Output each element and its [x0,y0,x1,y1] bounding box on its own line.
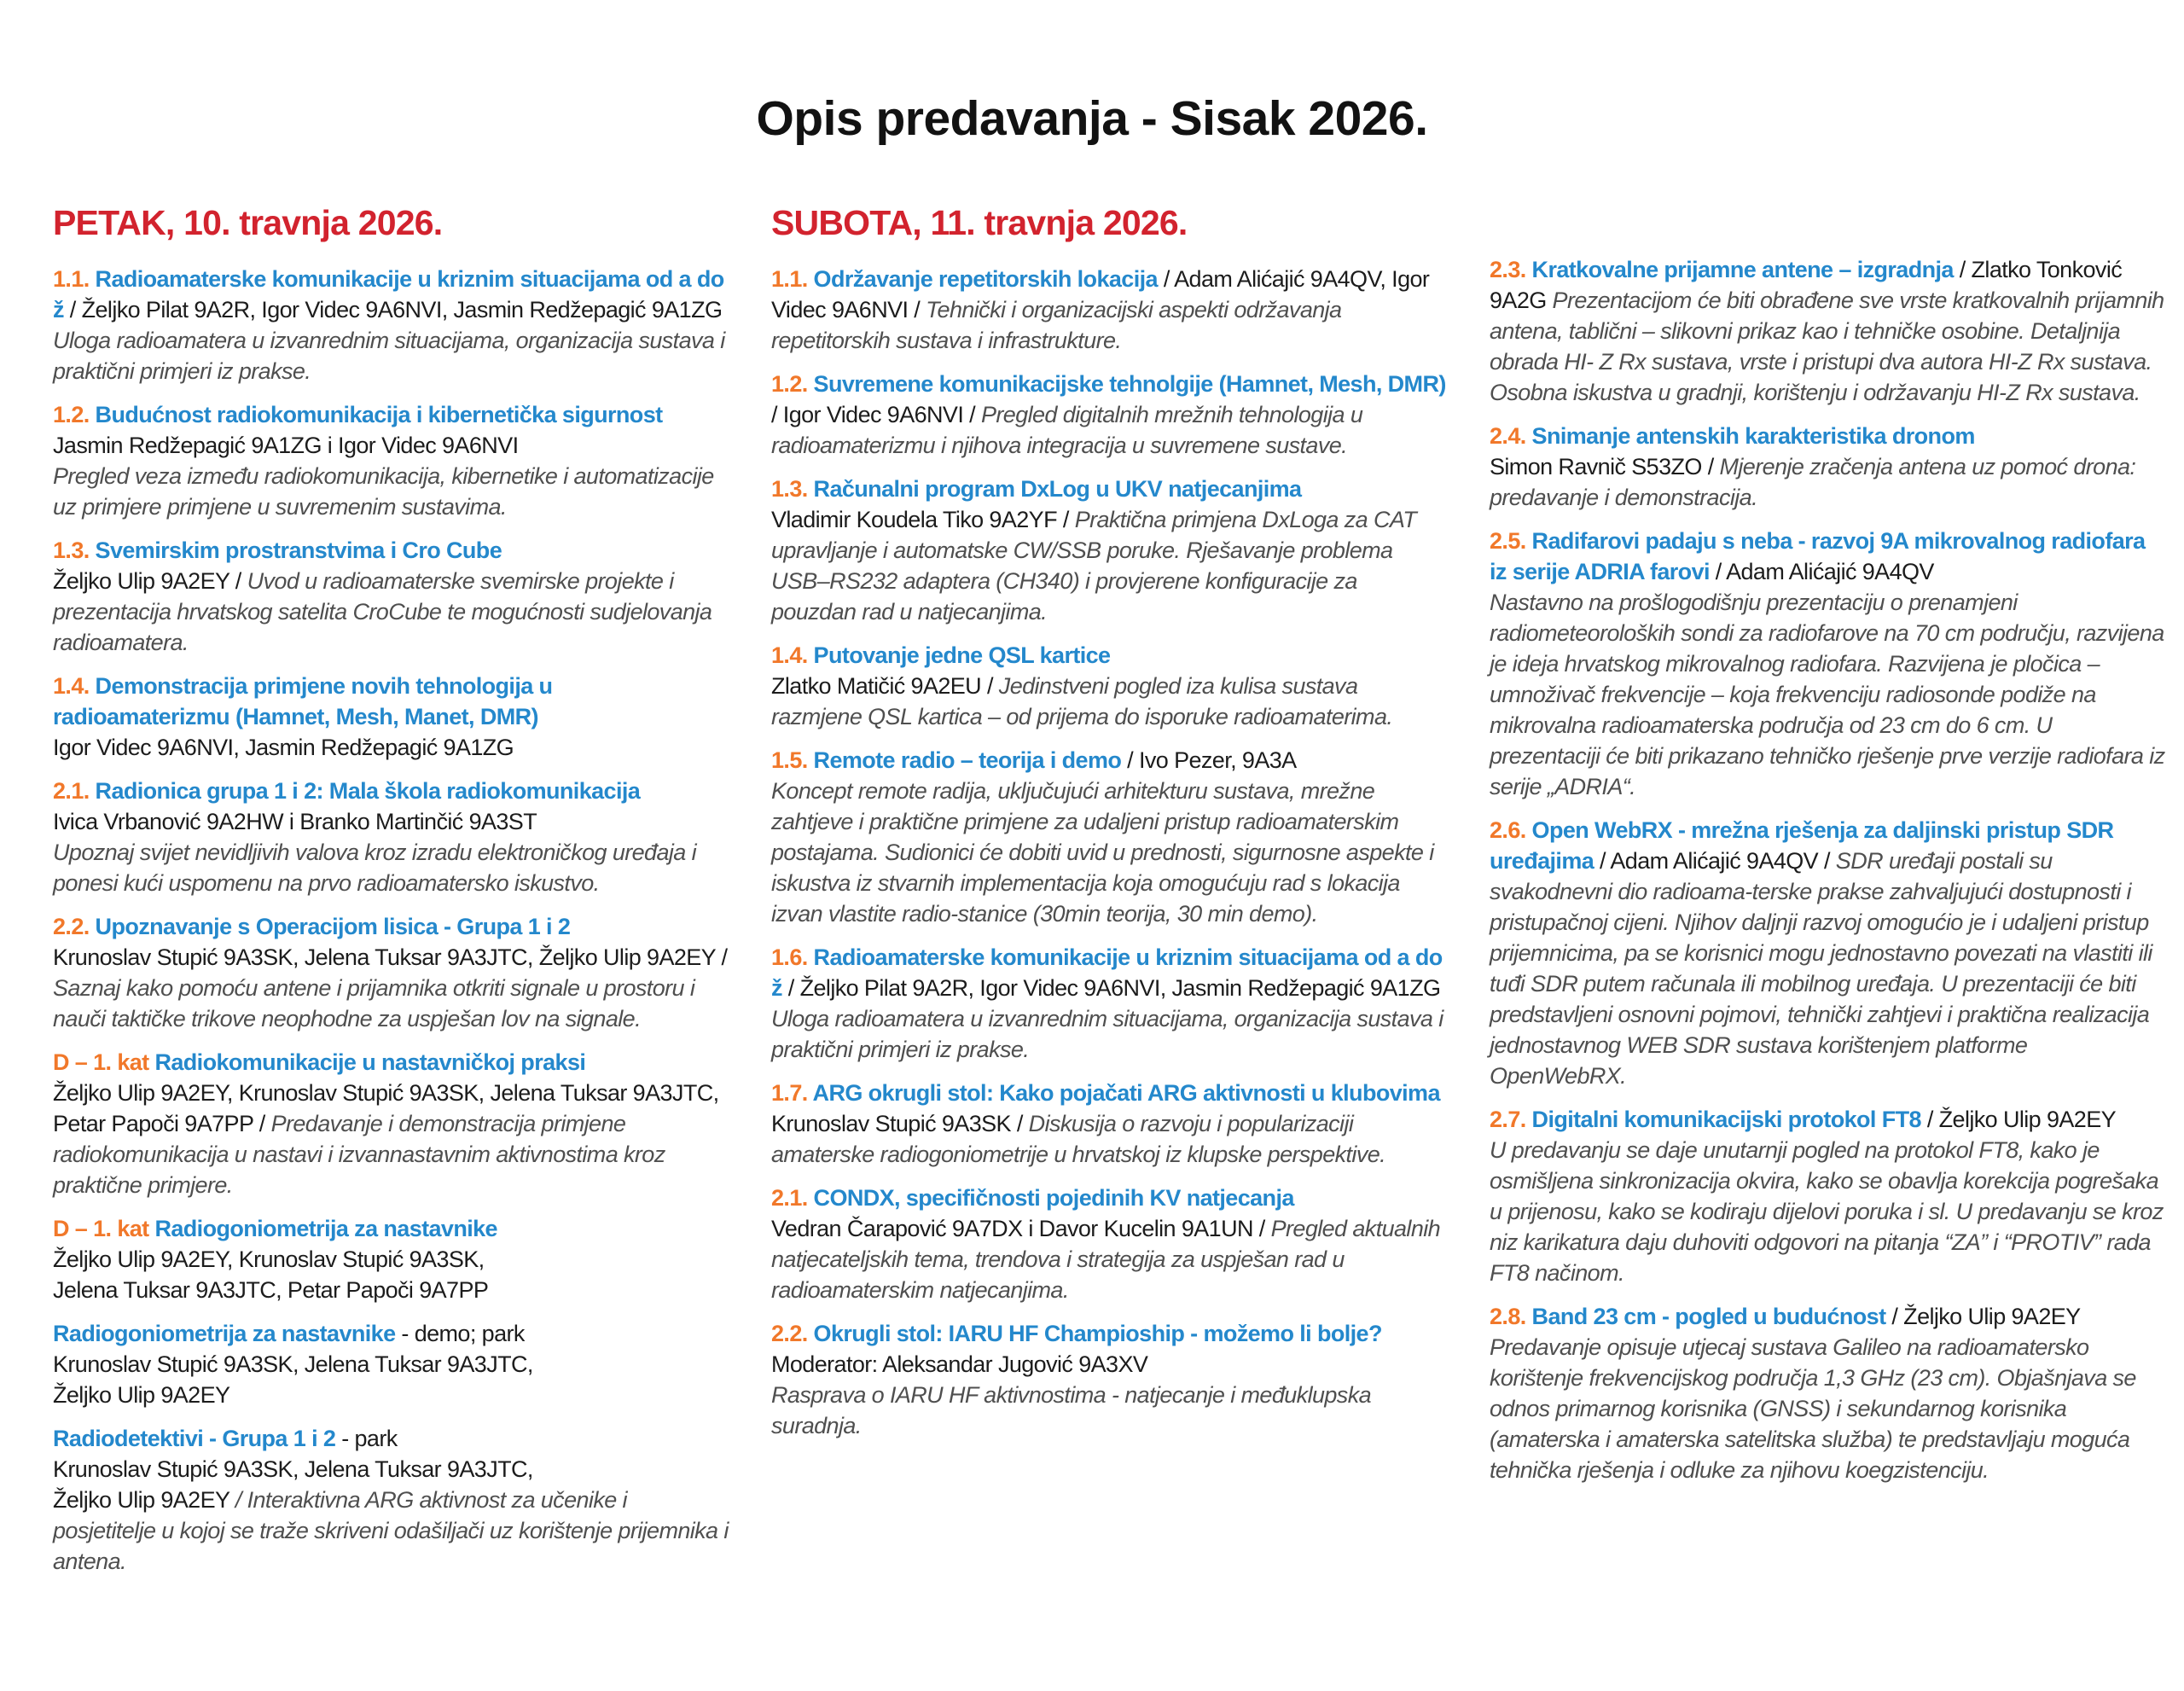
item-description: Koncept remote radija, uključujući arhitekturu sustava, mrežne zahtjeve i praktične primjene za udaljeni pristup radioamaterskim postajama. Sudionici će dobiti uvid u prednosti, sigurnosne aspekte i iskustva iz stvarnih implementacija koja omogućuju rad s lokacija izvan vlastite radio-stanice (30min teorija, 30 min demo). [771,778,1434,927]
item-description: Predavanje opisuje utjecaj sustava Galileo na radioamatersko korištenje frekvencijskog područja 1,3 GHz (23 cm). Objašnjava se odnos primarnog korisnika (GNSS) i sekundarnog korisnika (amaterska i amaterska satelitska služba) te predstavljaju moguća tehnička rješenja i odluke za njihovu koegzistenciju. [1490,1334,2136,1483]
item-title: Kratkovalne prijamne antene – izgradnja [1531,257,1954,282]
column-saturday [771,203,1447,1454]
item-title: Budućnost radiokomunikacija i kibernetička sigurnost [95,402,663,427]
item-number: 1.6. [771,944,814,970]
item-description: Pregled veza između radiokomunikacija, kibernetike i automatizacije uz primjere primjene u suvremenim sustavima. [53,463,714,520]
program-item [771,1078,1447,1170]
item-number: 1.1. [53,266,96,292]
item-title: Radionica grupa 1 i 2: Mala škola radiokomunikacija [95,778,641,804]
item-number: 1.3. [771,476,814,502]
day-header-saturday: SUBOTA, 11. travnja 2026. [771,203,1188,242]
program-item [771,942,1447,1065]
item-authors: - park [335,1426,398,1451]
item-authors: / Adam Alićajić 9A4QV, Igor Videc 9A6NVI / [771,266,1430,323]
item-number: 2.6. [1490,817,1532,843]
item-description: U predavanju se daje unutarnji pogled na protokol FT8, kako je osmišljena sinkronizacija okvira, kako se obavlja korekcija pogrešaka u prijenosu, kako se kodiraju dijelovi poruka i sl. U predavanju se kroz niz karikatura daju duhoviti odgovori na pitanja “ZA” i “PROTIV” rada FT8 načinom. [1490,1137,2164,1286]
item-authors: Željko Ulip 9A2EY, Krunoslav Stupić 9A3SK, [53,1246,485,1272]
item-number: 2.2. [771,1321,814,1346]
item-title: Radifarovi padaju s neba - razvoj 9A mikrovalnog radiofara iz serije ADRIA farovi [1490,528,2146,584]
item-number: D – 1. kat [53,1216,155,1241]
program-item [53,399,729,522]
program-item [53,1318,729,1410]
item-number: 2.3. [1490,257,1532,282]
item-description: Rasprava o IARU HF aktivnostima - natjecanje i međuklupska suradnja. [771,1382,1372,1438]
program-item [53,535,729,658]
item-number: 2.5. [1490,528,1532,554]
item-description: SDR uređaji postali su svakodnevni dio radioama-terske prakse zahvaljujući dostupnosti i pristupačnoj cijeni. Njihov daljnji razvoj omogućio je i udaljeni pristup prijemnicima, pa se korisnici mogu jednostavno povezati na vlastiti ili tuđi SDR putem računala ili mobilnog uređaja. U prezentaciji će biti predstavljeni osnovni pojmovi, tehnički zahtjevi i praktična realizacija jednostavnog WEB SDR sustava korištenjem platforme OpenWebRX. [1490,848,2152,1089]
item-title: ARG okrugli stol: Kako pojačati ARG aktivnosti u klubovima [812,1080,1440,1106]
item-list-saturday-continued [1490,254,2165,1485]
item-title: Radioamaterske komunikacije u kriznim situacijama od a do ž [771,944,1443,1001]
item-title: Snimanje antenskih karakteristika dronom [1531,423,1975,449]
page-title: Opis predavanja - Sisak 2026. [756,91,1428,146]
program-item [53,1213,729,1305]
program-item [1490,815,2165,1091]
item-authors: / Zlatko Tonković 9A2G [1490,257,2123,313]
program-item [1490,1301,2165,1485]
item-number: 2.7. [1490,1107,1532,1132]
item-description: Jedinstveni pogled iza kulisa sustava razmjene QSL kartica – od prijema do isporuke radioamaterima. [771,673,1393,729]
item-authors: Simon Ravnič S53ZO / [1490,454,1720,479]
item-authors: Željko Ulip 9A2EY / [53,568,247,594]
item-description: Nastavno na prošlogodišnju prezentaciju o prenamjeni radiometeoroloških sondi za radiofarove na 70 cm području, razvijena je ideja hrvatskog mikrovalnog radiofara. Razvijena je pločica – umnoživač frekvencije – koja frekvenciju radiosonde podiže na mikrovalna radioamaterska područja od 23 cm do 6 cm. U prezentaciji će biti prikazano tehničko rješenje prve verzije radiofara iz serije „ADRIA“. [1490,590,2165,799]
item-authors: / Adam Alićajić 9A4QV / [1594,848,1836,874]
program-item [771,745,1447,929]
item-number: 2.1. [53,778,96,804]
item-number: 2.1. [771,1185,814,1211]
item-title: Open WebRX - mrežna rješenja za daljinski pristup SDR uređajima [1490,817,2114,874]
item-number: 2.8. [1490,1304,1532,1329]
item-title: Radiokomunikacije u nastavničkoj praksi [154,1049,586,1075]
item-number: 1.4. [53,673,96,699]
program-item [771,1318,1447,1441]
item-authors: Krunoslav Stupić 9A3SK, Jelena Tuksar 9A3JTC, [53,1351,533,1377]
item-authors: Moderator: Aleksandar Jugović 9A3XV [771,1351,1148,1377]
program-item [771,640,1447,732]
item-authors: Željko Ulip 9A2EY [53,1487,235,1513]
item-authors: Željko Ulip 9A2EY, Krunoslav Stupić 9A3SK, Jelena Tuksar 9A3JTC, Petar Papoči 9A7PP / [53,1080,719,1136]
item-number: D – 1. kat [53,1049,155,1075]
program-item [1490,526,2165,802]
item-authors: Igor Videc 9A6NVI, Jasmin Redžepagić 9A1ZG [53,735,514,760]
item-title: Okrugli stol: IARU HF Champioship - možemo li bolje? [813,1321,1382,1346]
program-item [53,671,729,763]
item-number: 1.2. [771,371,814,397]
item-authors: / Željko Pilat 9A2R, Igor Videc 9A6NVI, Jasmin Redžepagić 9A1ZG [781,975,1441,1001]
program-item [771,369,1447,461]
item-authors: / Željko Ulip 9A2EY [1885,1304,2081,1329]
item-list-friday [53,264,729,1577]
columns-container [53,203,2165,1589]
program-item [53,264,729,386]
item-title: Digitalni komunikacijski protokol FT8 [1531,1107,1921,1132]
program-item [771,474,1447,627]
item-title: Svemirskim prostranstvima i Cro Cube [95,538,502,563]
item-description: Uloga radioamatera u izvanrednim situacijama, organizacija sustava i praktični primjeri iz prakse. [771,1006,1443,1062]
item-title: Band 23 cm - pogled u budućnost [1531,1304,1886,1329]
item-title: Radiogoniometrija za nastavnike [53,1321,396,1346]
item-title: Remote radio – teorija i demo [813,747,1122,773]
item-authors: Krunoslav Stupić 9A3SK / [771,1111,1029,1136]
item-description: Pregled digitalnih mrežnih tehnologija u radioamaterizmu i njihova integracija u suvremene sustave. [771,402,1363,458]
program-item [53,1423,729,1577]
item-number: 1.4. [771,642,814,668]
program-item [53,776,729,898]
day-header-friday: PETAK, 10. travnja 2026. [53,203,443,242]
program-item [1490,254,2165,408]
item-authors: / Igor Videc 9A6NVI / [771,402,981,427]
item-title: Suvremene komunikacijske tehnolgije (Hamnet, Mesh, DMR) [813,371,1446,397]
item-number: 2.2. [53,914,96,939]
item-authors: Krunoslav Stupić 9A3SK, Jelena Tuksar 9A3JTC, Željko Ulip 9A2EY / [53,944,728,970]
item-list-saturday [771,264,1447,1441]
program-item [771,1183,1447,1305]
item-description: / Interaktivna ARG aktivnost za učenike i posjetitelje u kojoj se traže skriveni odašiljači uz korištenje prijemnika i antena. [53,1487,729,1574]
item-title: CONDX, specifičnosti pojedinih KV natjecanja [813,1185,1294,1211]
item-authors: / Željko Pilat 9A2R, Igor Videc 9A6NVI, Jasmin Redžepagić 9A1ZG [63,297,723,323]
item-number: 1.2. [53,402,96,427]
item-description: Diskusija o razvoju i popularizaciji amaterske radiogoniometrije u hrvatskoj iz klupske perspektive. [771,1111,1386,1167]
item-authors: Zlatko Matičić 9A2EU / [771,673,999,699]
item-description: Pregled aktualnih natjecateljskih tema, trendova i strategija za uspješan rad u radioamaterskim natjecanjima. [771,1216,1441,1303]
column-saturday-continued [1490,203,2165,1498]
item-description: Uloga radioamatera u izvanrednim situacijama, organizacija sustava i praktični primjeri iz prakse. [53,328,725,384]
item-title: Radiodetektivi - Grupa 1 i 2 [53,1426,336,1451]
item-description: Uvod u radioamaterske svemirske projekte i prezentacija hrvatskog satelita CroCube te mogućnosti sudjelovanja radioamatera. [53,568,712,655]
program-item [53,1047,729,1200]
item-authors: Vladimir Koudela Tiko 9A2YF / [771,507,1075,532]
program-item [1490,1104,2165,1288]
item-description: Saznaj kako pomoću antene i prijamnika otkriti signale u prostoru i nauči taktičke trikove neophodne za uspješan lov na signale. [53,975,695,1031]
program-item [771,264,1447,356]
item-authors: Ivica Vrbanović 9A2HW i Branko Martinčić 9A3ST [53,809,537,834]
item-number: 1.1. [771,266,814,292]
item-authors: / Željko Ulip 9A2EY [1920,1107,2117,1132]
item-authors: Jasmin Redžepagić 9A1ZG i Igor Videc 9A6NVI [53,433,519,458]
item-authors: / Ivo Pezer, 9A3A [1121,747,1297,773]
program-item [1490,421,2165,513]
item-authors: Krunoslav Stupić 9A3SK, Jelena Tuksar 9A3JTC, [53,1456,533,1482]
item-number: 1.3. [53,538,96,563]
item-title: Radiogoniometrija za nastavnike [154,1216,497,1241]
item-number: 1.5. [771,747,814,773]
item-authors: / Adam Alićajić 9A4QV [1709,559,1934,584]
item-title: Putovanje jedne QSL kartice [813,642,1111,668]
item-title: Računalni program DxLog u UKV natjecanjima [813,476,1302,502]
item-title: Upoznavanje s Operacijom lisica - Grupa 1 i 2 [95,914,571,939]
item-authors: - demo; park [395,1321,525,1346]
item-authors: Jelena Tuksar 9A3JTC, Petar Papoči 9A7PP [53,1277,489,1303]
item-title: Radioamaterske komunikacije u kriznim situacijama od a do ž [53,266,724,323]
item-number: 1.7. [771,1080,813,1106]
item-number: 2.4. [1490,423,1532,449]
program-item [53,911,729,1034]
item-description: Predavanje i demonstracija primjene radiokomunikacija u nastavi i izvannastavnim aktivnostima kroz praktične primjere. [53,1111,665,1198]
item-title: Demonstracija primjene novih tehnologija u radioamaterizmu (Hamnet, Mesh, Manet, DMR) [53,673,553,729]
item-authors: Vedran Čarapović 9A7DX i Davor Kucelin 9A1UN / [771,1216,1271,1241]
item-description: Mjerenje zračenja antena uz pomoć drona: predavanje i demonstracija. [1490,454,2136,510]
item-description: Prezentacijom će biti obrađene sve vrste kratkovalnih prijamnih antena, tablični – slikovni prikaz kao i tehničke osobine. Detaljnija obrada HI- Z Rx sustava, vrste i pristupi dva autora HI-Z Rx sustava. Osobna iskustva u gradnji, korištenju i održavanju HI-Z Rx sustava. [1490,288,2164,405]
item-title: Održavanje repetitorskih lokacija [813,266,1158,292]
item-description: Tehnički i organizacijski aspekti održavanja repetitorskih sustava i infrastrukture. [771,297,1342,353]
item-authors: Željko Ulip 9A2EY [53,1382,230,1408]
item-description: Upoznaj svijet nevidljivih valova kroz izradu elektroničkog uređaja i ponesi kući uspomenu na prvo radioamatersko iskustvo. [53,840,696,896]
item-description: Praktična primjena DxLoga za CAT upravljanje i automatske CW/SSB poruke. Rješavanje problema USB–RS232 adaptera (CH340) i provjerene konfiguracije za pouzdan rad u natjecanjima. [771,507,1417,625]
column-friday [53,203,729,1589]
